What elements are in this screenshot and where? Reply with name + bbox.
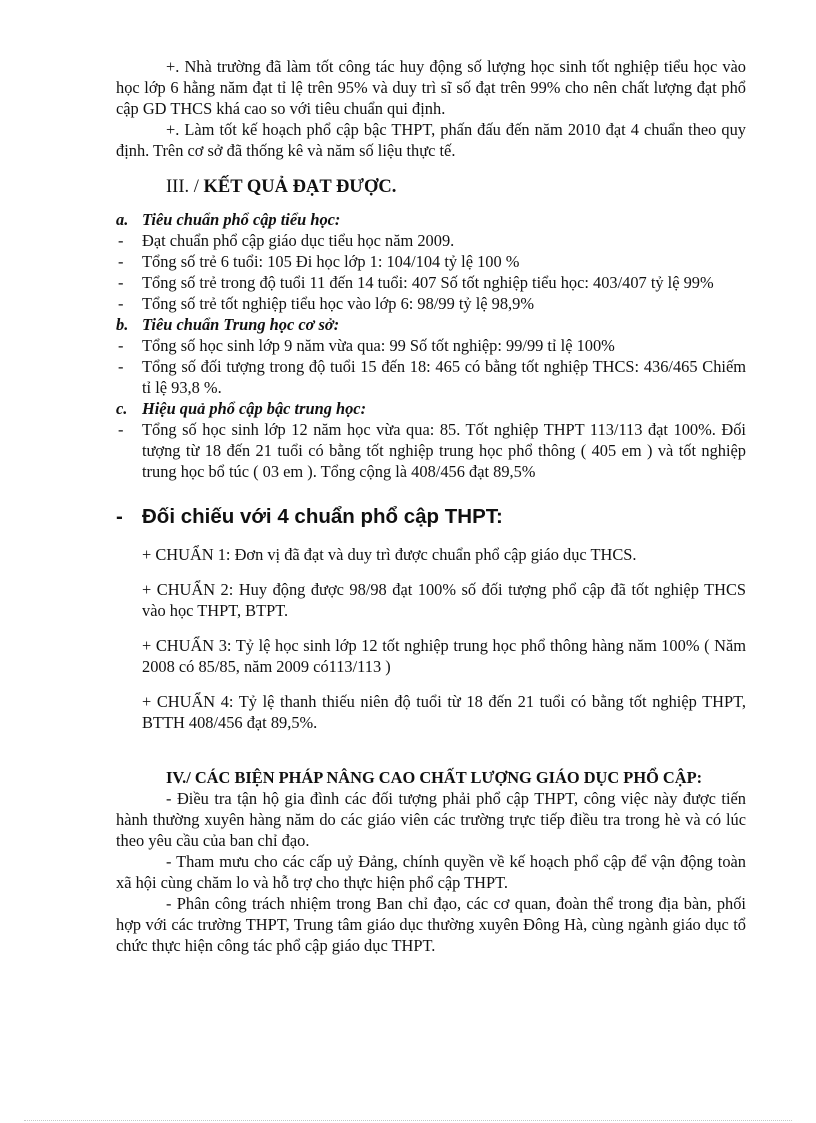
section-4-paragraph: - Tham mưu cho các cấp uỷ Đảng, chính quyền về kế hoạch phổ cập để vận động toàn xã hội cùng chăm lo và hỗ trợ cho thực hiện phổ cập THPT. xyxy=(116,852,746,892)
list-item: - Tổng số học sinh lớp 12 năm học vừa qua: 85. Tốt nghiệp THPT 113/113 đạt 100%. Đối tượng từ 18 đến 21 tuổi có bằng tốt nghiệp trung học phổ thông ( 405 em ) và tốt nghiệp trung học bổ túc ( 03 em ). Tổng cộng là 408/456 đạt 89,5% xyxy=(116,419,746,482)
sub-a-heading xyxy=(116,209,746,230)
sub-a-list xyxy=(116,230,746,314)
list-item: - Tổng số đối tượng trong độ tuổi 15 đến 18: 465 có bằng tốt nghiệp THCS: 436/465 Chiếm tỉ lệ 93,8 %. xyxy=(116,356,746,398)
document-page xyxy=(116,56,746,956)
section-3-number: III. / xyxy=(166,177,199,197)
list-item: - Tổng số trẻ 6 tuổi: 105 Đi học lớp 1: 104/104 tỷ lệ 100 % xyxy=(116,251,746,272)
sub-b-heading xyxy=(116,314,746,335)
intro-paragraph-1: +. Nhà trường đã làm tốt công tác huy động số lượng học sinh tốt nghiệp tiểu học vào học lớp 6 hằng năm đạt tỉ lệ trên 95% và duy trì sĩ số đạt trên 99% cho nên chất lượng đạt phổ cập GD THCS khá cao so với tiêu chuẩn qui định. xyxy=(116,57,746,118)
sub-c-list xyxy=(116,419,746,482)
list-item: - Tổng số trẻ trong độ tuổi 11 đến 14 tuổi: 407 Số tốt nghiệp tiểu học: 403/407 tỷ lệ 99% xyxy=(116,272,746,293)
sub-c-title: Hiệu quả phổ cập bậc trung học: xyxy=(142,399,367,418)
sub-a-mark: a. xyxy=(116,210,129,229)
sub-c-mark: c. xyxy=(116,399,128,418)
list-item: - Đạt chuẩn phổ cập giáo dục tiểu học năm 2009. xyxy=(116,230,746,251)
section-3-title: KẾT QUẢ ĐẠT ĐƯỢC. xyxy=(203,177,397,197)
section-3-heading xyxy=(166,175,746,199)
standard-2: + CHUẨN 2: Huy động được 98/98 đạt 100% số đối tượng phổ cập đã tốt nghiệp THCS vào học THPT, BTPT. xyxy=(142,580,746,620)
list-item: - Tổng số trẻ tốt nghiệp tiểu học vào lớp 6: 98/99 tỷ lệ 98,9% xyxy=(116,293,746,314)
section-4-heading: IV./ CÁC BIỆN PHÁP NÂNG CAO CHẤT LƯỢNG GIÁO DỤC PHỔ CẬP: xyxy=(166,768,703,787)
sub-c-heading xyxy=(116,398,746,419)
standard-1: + CHUẨN 1: Đơn vị đã đạt và duy trì được chuẩn phổ cập giáo dục THCS. xyxy=(142,545,637,564)
intro-paragraph-2: +. Làm tốt kế hoạch phổ cập bậc THPT, phấn đấu đến năm 2010 đạt 4 chuẩn theo quy định. Trên cơ sở đã thống kê và năm số liệu thực tế. xyxy=(116,120,746,160)
sub-b-title: Tiêu chuẩn Trung học cơ sở: xyxy=(142,315,340,334)
section-4-paragraph: - Điều tra tận hộ gia đình các đối tượng phải phổ cập THPT, công việc này được tiến hành thường xuyên hàng năm do các giáo viên các trường trực tiếp điều tra trong hè và có lúc theo yêu cầu của ban chỉ đạo. xyxy=(116,789,746,850)
list-item: - Tổng số học sinh lớp 9 năm vừa qua: 99 Số tốt nghiệp: 99/99 tỉ lệ 100% xyxy=(116,335,746,356)
standard-3: + CHUẨN 3: Tỷ lệ học sinh lớp 12 tốt nghiệp trung học phổ thông hàng năm 100% ( Năm 2008 có 85/85, năm 2009 có113/113 ) xyxy=(142,636,746,676)
sub-a-title: Tiêu chuẩn phổ cập tiểu học: xyxy=(142,210,341,229)
compare-heading: - Đối chiếu với 4 chuẩn phổ cập THPT: xyxy=(116,504,746,530)
sub-b-mark: b. xyxy=(116,315,129,334)
sub-b-list xyxy=(116,335,746,398)
standard-4: + CHUẨN 4: Tỷ lệ thanh thiếu niên độ tuổi từ 18 đến 21 tuổi có bằng tốt nghiệp THPT, BTTH 408/456 đạt 89,5%. xyxy=(142,692,746,732)
section-4-paragraph: - Phân công trách nhiệm trong Ban chỉ đạo, các cơ quan, đoàn thể trong địa bàn, phối hợp với các trường THPT, Trung tâm giáo dục thường xuyên Đông Hà, cùng ngành giáo dục tổ chức thực hiện công tác phổ cập giáo dục THPT. xyxy=(116,894,746,955)
page-bottom-rule xyxy=(24,1120,792,1121)
